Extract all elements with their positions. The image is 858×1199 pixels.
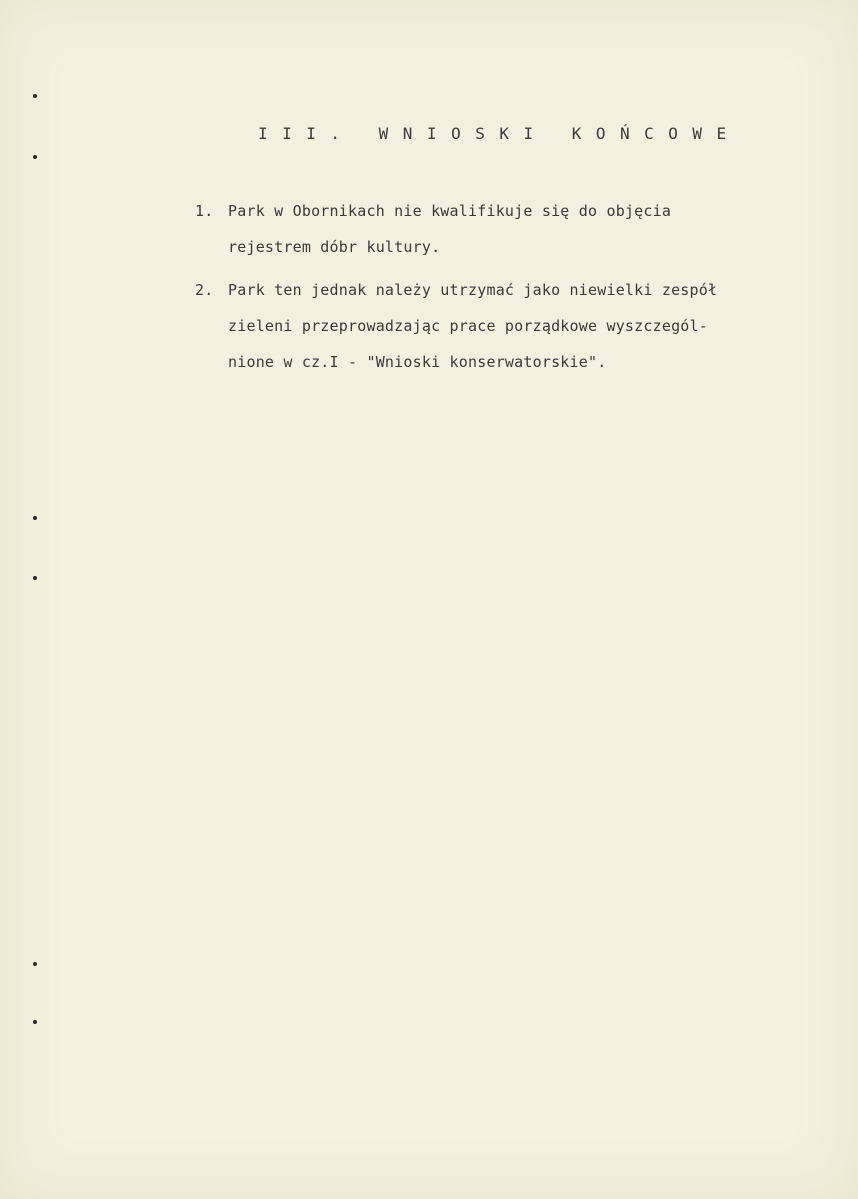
item-text-line: zieleni przeprowadzając prace porządkowe wyszczegól- [228, 317, 708, 335]
item-text-line: Park ten jednak należy utrzymać jako niewielki zespół [228, 281, 718, 299]
item-number: 2. [195, 281, 214, 299]
item-text-line: nione w cz.I - "Wnioski konserwatorskie". [228, 353, 607, 371]
punch-hole-mark [33, 576, 37, 580]
item-text-line: Park w Obornikach nie kwalifikuje się do objęcia [228, 202, 672, 220]
list-item [195, 193, 805, 265]
punch-hole-mark [33, 94, 37, 98]
item-text-line: rejestrem dóbr kultury. [228, 238, 441, 256]
punch-hole-mark [33, 155, 37, 159]
item-number: 1. [195, 202, 214, 220]
section-heading: III. WNIOSKI KOŃCOWE [258, 124, 741, 143]
punch-hole-mark [33, 1020, 37, 1024]
conclusions-list [195, 193, 805, 387]
list-item [195, 272, 805, 380]
punch-hole-mark [33, 962, 37, 966]
punch-hole-mark [33, 516, 37, 520]
